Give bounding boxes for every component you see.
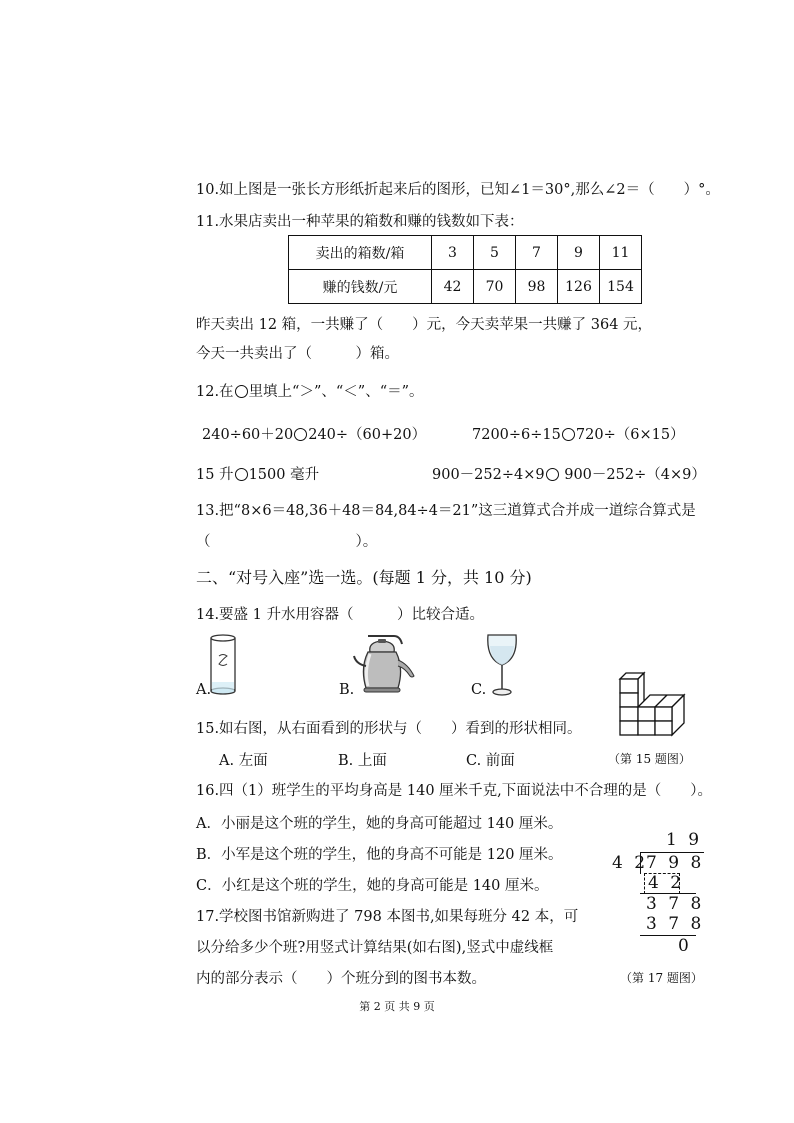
expr-3 (196, 463, 319, 484)
kettle-icon (352, 634, 420, 696)
sales-table (288, 235, 642, 304)
final-remainder: 0 (678, 936, 692, 956)
option-a[interactable]: A. 左面 (219, 753, 268, 769)
answer-circle-icon[interactable] (546, 468, 559, 481)
glass-cylinder-icon (208, 634, 238, 696)
step1-product: 4 2 (648, 873, 685, 893)
option-c-label[interactable]: C. (471, 682, 487, 698)
option-c[interactable]: C. 前面 (466, 753, 515, 769)
option-a[interactable]: A．小丽是这个班的学生，她的身高可能超过 140 厘米。 (196, 816, 563, 832)
table-cell: 98 (516, 270, 558, 304)
figure-15-caption: （第 15 题图） (608, 752, 691, 766)
question-11-stem: 11.水果店卖出一种苹果的箱数和赚的钱数如下表： (196, 214, 524, 230)
table-cell: 70 (474, 270, 516, 304)
wine-glass-icon (485, 632, 519, 698)
option-b[interactable]: B．小军是这个班的学生，他的身高不可能是 120 厘米。 (196, 847, 563, 863)
stem-part: 里填上“＞”、“＜”、“＝”。 (248, 384, 424, 400)
option-b-label[interactable]: B. (339, 682, 355, 698)
question-15-stem: 15.如右图，从右面看到的形状与（ ）看到的形状相同。 (196, 721, 582, 737)
table-cell: 11 (600, 236, 642, 270)
table-row-label: 卖出的箱数/箱 (289, 236, 432, 270)
long-division-figure (610, 828, 710, 960)
table-cell: 5 (474, 236, 516, 270)
table-row (289, 270, 642, 304)
table-row (289, 236, 642, 270)
question-10: 10.如上图是一张长方形纸折起来后的图形，已知∠1＝30°,那么∠2＝（ ）°。 (196, 182, 720, 198)
cube-stack-figure (614, 668, 690, 738)
partial-remainder: 3 7 8 (646, 894, 705, 914)
step2-product: 3 7 8 (646, 914, 705, 934)
table-cell: 3 (432, 236, 474, 270)
expr-left: 240÷60＋20 (202, 427, 294, 443)
question-17-line3: 内的部分表示（ ）个班分到的图书本数。 (196, 971, 486, 987)
expr-left: 7200÷6÷15 (472, 427, 561, 443)
answer-circle-icon[interactable] (294, 428, 307, 441)
blank-circle-icon (235, 385, 248, 398)
quotient: 1 9 (666, 830, 703, 850)
expr-right: 1500 毫升 (248, 467, 320, 483)
section-2-heading: 二、“对号入座”选一选。(每题 1 分，共 10 分) (196, 568, 532, 587)
divisor: 4 2 (612, 853, 649, 873)
table-cell: 9 (558, 236, 600, 270)
expr-left: 900－252÷4×9 (432, 467, 545, 483)
table-row-label: 赚的钱数/元 (289, 270, 432, 304)
stem-part: 12.在 (196, 384, 234, 400)
question-11-line2: 今天一共卖出了（ ）箱。 (196, 346, 399, 362)
expr-left: 15 升 (196, 467, 234, 483)
page-footer: 第 2 页 共 9 页 (359, 1000, 435, 1013)
expr-right: 240÷（60+20） (308, 427, 427, 443)
question-14-stem: 14.要盛 1 升水用容器（ ）比较合适。 (196, 607, 485, 623)
expr-2 (472, 423, 685, 444)
question-16-stem: 16.四（1）班学生的平均身高是 140 厘米千克,下面说法中不合理的是（ ）。 (196, 783, 713, 799)
expr-right: 720÷（6×15） (575, 427, 685, 443)
question-13-line1: 13.把“8×6＝48,36＋48＝84,84÷4＝21”这三道算式合并成一道综合算式是 (196, 503, 696, 519)
question-17-line1: 17.学校图书馆新购进了 798 本图书,如果每班分 42 本，可 (196, 909, 579, 925)
question-11-line1: 昨天卖出 12 箱，一共赚了（ ）元，今天卖苹果一共赚了 364 元， (196, 317, 653, 333)
answer-circle-icon[interactable] (235, 468, 248, 481)
option-b[interactable]: B. 上面 (338, 753, 387, 769)
answer-circle-icon[interactable] (562, 428, 575, 441)
question-13-line2: （ ）。 (196, 534, 378, 550)
figure-17-caption: （第 17 题图） (620, 971, 703, 985)
option-c[interactable]: C．小红是这个班的学生，她的身高可能是 140 厘米。 (196, 878, 549, 894)
dividend: 7 9 8 (646, 853, 705, 873)
table-cell: 154 (600, 270, 642, 304)
option-a-label[interactable]: A. (196, 682, 212, 698)
expr-right: 900－252÷（4×9） (559, 467, 706, 483)
expr-4 (432, 463, 706, 484)
table-cell: 7 (516, 236, 558, 270)
question-12-stem (196, 380, 424, 401)
expr-1 (202, 423, 426, 444)
table-cell: 126 (558, 270, 600, 304)
question-17-line2: 以分给多少个班?用竖式计算结果(如右图),竖式中虚线框 (196, 940, 554, 956)
table-cell: 42 (432, 270, 474, 304)
